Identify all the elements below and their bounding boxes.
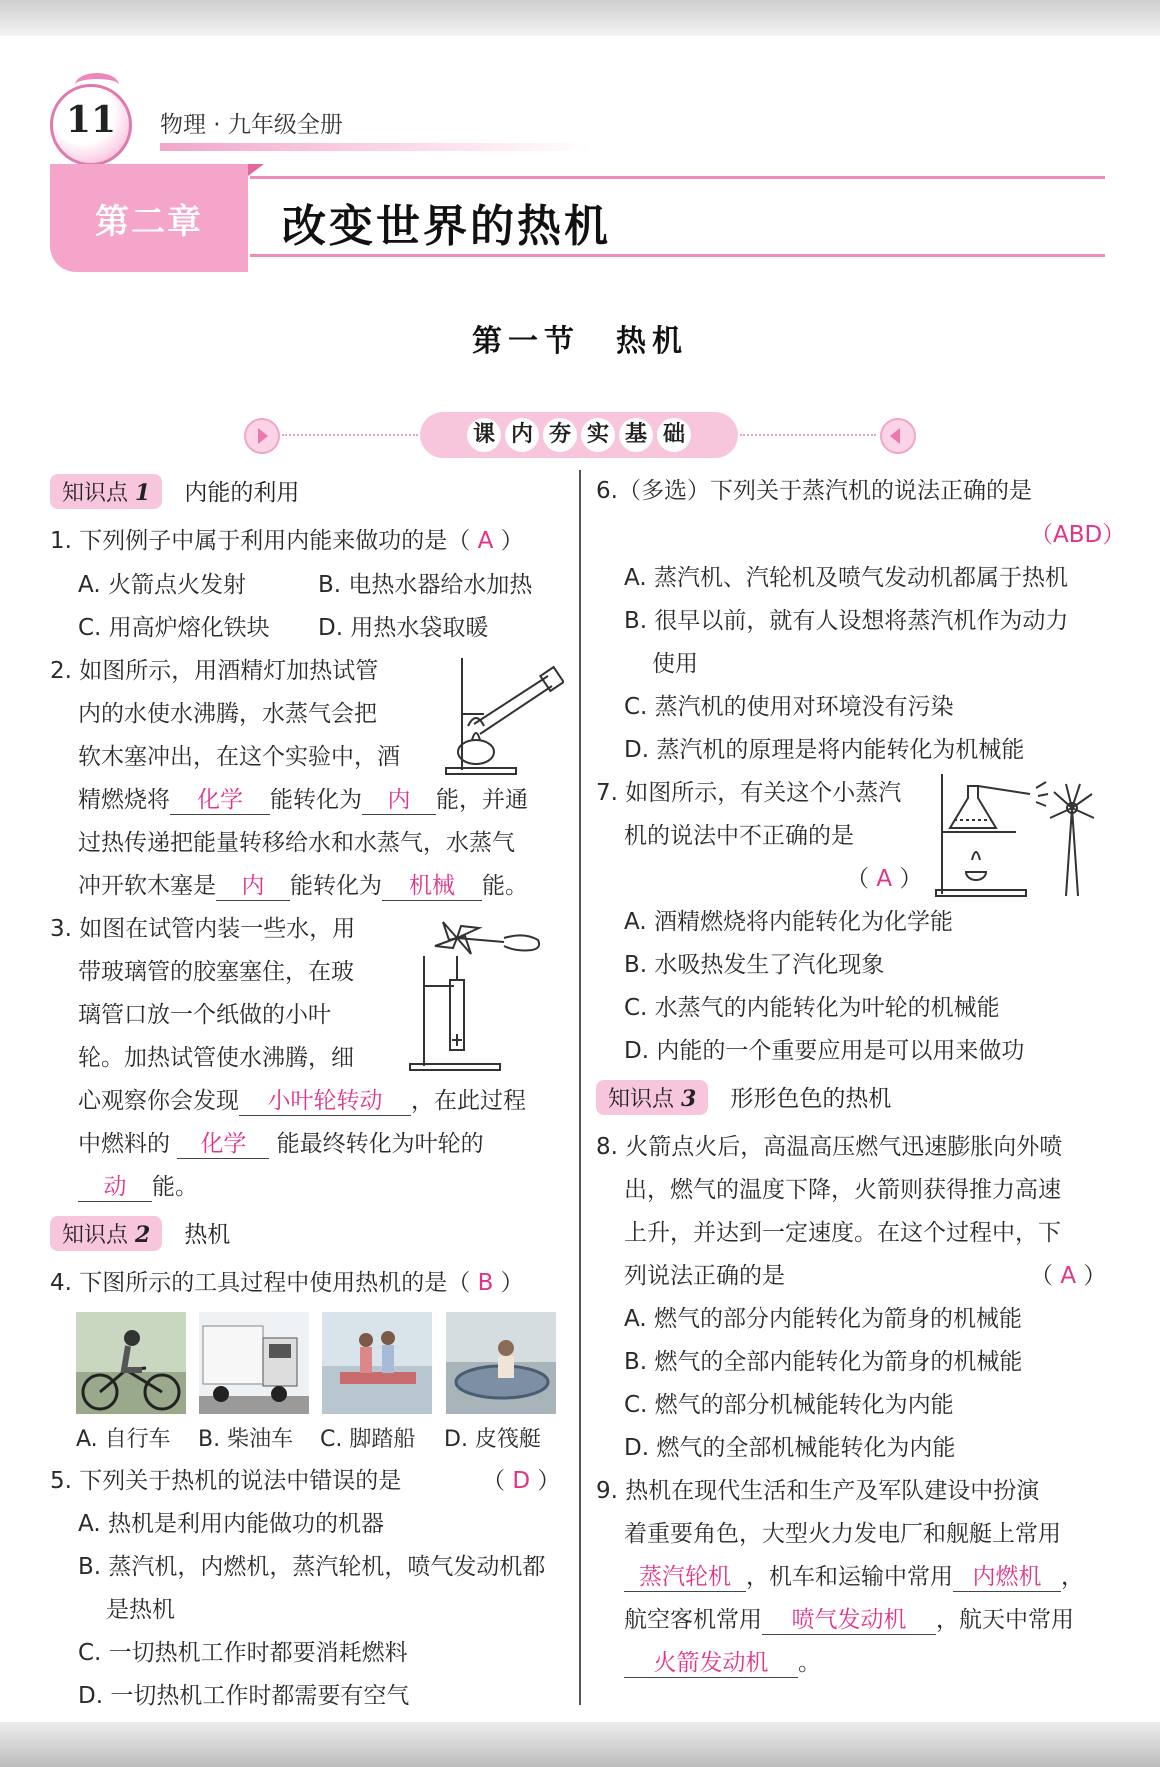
kp-badge: 知识点 2 bbox=[50, 1216, 162, 1251]
q3-line-4: 轮。加热试管使水沸腾，细 bbox=[78, 1045, 354, 1071]
chapter-label-box bbox=[50, 164, 248, 272]
kp-badge: 知识点 3 bbox=[596, 1080, 708, 1115]
section-title: 第一节 热机 bbox=[472, 324, 688, 359]
q6-option-b-line-2: 使用 bbox=[652, 651, 698, 677]
q2-line-4: 精燃烧将 化学 能转化为 内 能，并通 bbox=[78, 781, 528, 815]
banner-char: 课 bbox=[467, 418, 501, 452]
q5-option-c: C. 一切热机工作时都要消耗燃料 bbox=[78, 1640, 408, 1666]
q6-option-a: A. 蒸汽机、汽轮机及喷气发动机都属于热机 bbox=[624, 565, 1068, 591]
q7-option-a: A. 酒精燃烧将内能转化为化学能 bbox=[624, 909, 953, 935]
q8-option-c: C. 燃气的部分机械能转化为内能 bbox=[624, 1392, 954, 1418]
q8-option-b: B. 燃气的全部内能转化为箭身的机械能 bbox=[624, 1349, 1023, 1375]
q3-blank-1: 小叶轮转动 bbox=[239, 1082, 411, 1116]
q2-line-5: 过热传递把能量转移给水和水蒸气，水蒸气 bbox=[78, 830, 515, 856]
bicycle-photo bbox=[76, 1312, 186, 1414]
q9-blank-4: 火箭发动机 bbox=[624, 1644, 798, 1678]
banner-dots-left bbox=[282, 434, 418, 436]
q7-option-d: D. 内能的一个重要应用是可以用来做功 bbox=[624, 1038, 1025, 1064]
raft-photo bbox=[446, 1312, 556, 1414]
banner-char: 夯 bbox=[543, 418, 577, 452]
q8-option-a: A. 燃气的部分内能转化为箭身的机械能 bbox=[624, 1306, 1022, 1332]
steam-engine-figure bbox=[932, 768, 1112, 898]
q3-line-1: 3. 如图在试管内装一些水，用 bbox=[50, 916, 356, 942]
q7-answer: A bbox=[876, 866, 893, 892]
q7-line-2: 机的说法中不正确的是 bbox=[624, 823, 854, 849]
q8-line-3: 上升，并达到一定速度。在这个过程中，下 bbox=[624, 1220, 1061, 1246]
q4-caption-b: B. 柴油车 bbox=[198, 1427, 294, 1452]
q7-option-b: B. 水吸热发生了汽化现象 bbox=[624, 952, 885, 978]
q9-line-5: 火箭发动机 。 bbox=[624, 1644, 821, 1678]
q4-caption-a: A. 自行车 bbox=[76, 1427, 171, 1452]
q3-blank-2: 化学 bbox=[177, 1125, 269, 1159]
q2-blank-3: 内 bbox=[216, 867, 290, 901]
banner-dots-right bbox=[740, 434, 876, 436]
q9-blank-3: 喷气发动机 bbox=[762, 1601, 936, 1635]
banner-right-arrow-icon bbox=[244, 418, 280, 454]
q3-line-3: 璃管口放一个纸做的小叶 bbox=[78, 1002, 331, 1028]
top-edge-bar bbox=[0, 0, 1160, 36]
q2-blank-2: 内 bbox=[362, 781, 436, 815]
pedal-boat-photo bbox=[322, 1312, 432, 1414]
q6-answer: （ABD） bbox=[1030, 522, 1126, 548]
q5-stem: 5. 下列关于热机的说法中错误的是 bbox=[50, 1468, 402, 1494]
banner-char: 基 bbox=[619, 418, 653, 452]
q5-option-a: A. 热机是利用内能做功的机器 bbox=[78, 1511, 384, 1537]
q7-option-c: C. 水蒸气的内能转化为叶轮的机械能 bbox=[624, 995, 1000, 1021]
subject-title: 物理 · 九年级全册 bbox=[160, 112, 343, 138]
knowledge-point-3 bbox=[596, 1080, 891, 1115]
q6-option-b-line-1: B. 很早以前，就有人设想将蒸汽机作为动力 bbox=[624, 608, 1069, 634]
q1-option-a: A. 火箭点火发射 bbox=[78, 572, 246, 598]
banner-char: 实 bbox=[581, 418, 615, 452]
q1-option-c: C. 用高炉熔化铁块 bbox=[78, 615, 270, 641]
q7-line-1: 7. 如图所示，有关这个小蒸汽 bbox=[596, 780, 902, 806]
kp-title: 形形色色的热机 bbox=[730, 1086, 892, 1112]
q5-option-d: D. 一切热机工作时都需要有空气 bbox=[78, 1683, 410, 1709]
q2-line-1: 2. 如图所示，用酒精灯加热试管 bbox=[50, 658, 379, 684]
question-1-stem: 1. 下列例子中属于利用内能来做功的是（ A ） bbox=[50, 528, 524, 554]
q7-answer-bracket: （ A ） bbox=[846, 866, 923, 892]
q6-stem: 6.（多选）下列关于蒸汽机的说法正确的是 bbox=[596, 478, 1032, 504]
section-banner bbox=[244, 412, 914, 458]
q6-option-c: C. 蒸汽机的使用对环境没有污染 bbox=[624, 694, 954, 720]
q5-answer: D bbox=[512, 1468, 531, 1494]
q8-answer-bracket: （ A ） bbox=[1030, 1263, 1107, 1289]
q3-line-5: 心观察你会发现 小叶轮转动 ，在此过程 bbox=[78, 1082, 526, 1116]
q3-line-6: 中燃料的 化学 能最终转化为叶轮的 bbox=[78, 1125, 484, 1159]
q4-answer: B bbox=[477, 1270, 494, 1296]
q8-line-2: 出，燃气的温度下降，火箭则获得推力高速 bbox=[624, 1177, 1061, 1203]
q6-option-d: D. 蒸汽机的原理是将内能转化为机械能 bbox=[624, 737, 1025, 763]
chapter-title: 改变世界的热机 bbox=[282, 201, 611, 252]
q9-line-2: 着重要角色，大型火力发电厂和舰艇上常用 bbox=[624, 1521, 1061, 1547]
q9-blank-2: 内燃机 bbox=[953, 1558, 1061, 1592]
q8-option-d: D. 燃气的全部机械能转化为内能 bbox=[624, 1435, 956, 1461]
knowledge-point-2 bbox=[50, 1216, 230, 1251]
q5-answer-bracket: （ D ） bbox=[482, 1468, 561, 1494]
q9-line-3: 蒸汽轮机 ，机车和运输中常用 内燃机 ， bbox=[624, 1558, 1084, 1592]
knowledge-point-1 bbox=[50, 474, 299, 509]
q2-line-2: 内的水使水沸腾，水蒸气会把 bbox=[78, 701, 377, 727]
page-number: 11 bbox=[65, 99, 117, 141]
page-number-badge bbox=[50, 84, 132, 166]
pinwheel-test-tube-figure bbox=[404, 916, 564, 1076]
alcohol-lamp-test-tube-figure bbox=[444, 654, 564, 776]
chapter-label: 第二章 bbox=[95, 202, 203, 242]
bottom-edge-bar bbox=[0, 1722, 1160, 1767]
q3-line-2: 带玻璃管的胶塞塞住，在玻 bbox=[78, 959, 354, 985]
q8-answer: A bbox=[1060, 1263, 1077, 1289]
q4-caption-d: D. 皮筏艇 bbox=[444, 1427, 541, 1452]
kp-badge: 知识点 1 bbox=[50, 474, 162, 509]
q8-line-4: 列说法正确的是 bbox=[624, 1263, 785, 1289]
banner-char: 础 bbox=[657, 418, 691, 452]
banner-left-arrow-icon bbox=[880, 418, 916, 454]
q5-option-b-line-1: B. 蒸汽机，内燃机，蒸汽轮机，喷气发动机都 bbox=[78, 1554, 546, 1580]
banner-char: 内 bbox=[505, 418, 539, 452]
q8-line-1: 8. 火箭点火后，高温高压燃气迅速膨胀向外喷 bbox=[596, 1134, 1063, 1160]
q1-answer: A bbox=[477, 528, 494, 554]
q2-line-3: 软木塞冲出，在这个实验中，酒 bbox=[78, 744, 400, 770]
q9-line-4: 航空客机常用 喷气发动机 ，航天中常用 bbox=[624, 1601, 1074, 1635]
subject-underline bbox=[160, 143, 590, 151]
q2-blank-1: 化学 bbox=[170, 781, 270, 815]
q4-photos bbox=[76, 1312, 566, 1416]
q5-option-b-line-2: 是热机 bbox=[106, 1597, 175, 1623]
q1-option-b: B. 电热水器给水加热 bbox=[318, 572, 533, 598]
column-divider bbox=[579, 470, 581, 1705]
q9-blank-1: 蒸汽轮机 bbox=[624, 1558, 746, 1592]
q4-stem: 4. 下图所示的工具过程中使用热机的是（ B ） bbox=[50, 1270, 524, 1296]
q3-blank-3: 动 bbox=[78, 1168, 152, 1202]
chapter-rule-bottom bbox=[250, 254, 1105, 257]
kp-title: 内能的利用 bbox=[184, 480, 300, 506]
q2-blank-4: 机械 bbox=[382, 867, 482, 901]
kp-title: 热机 bbox=[184, 1222, 231, 1248]
q9-line-1: 9. 热机在现代生活和生产及军队建设中扮演 bbox=[596, 1478, 1040, 1504]
banner-pill bbox=[420, 412, 738, 458]
diesel-truck-photo bbox=[199, 1312, 309, 1414]
q3-line-7: 动 能。 bbox=[78, 1168, 198, 1202]
q1-option-d: D. 用热水袋取暖 bbox=[318, 615, 489, 641]
q4-caption-c: C. 脚踏船 bbox=[320, 1427, 416, 1452]
chapter-rule-top bbox=[250, 176, 1105, 179]
q2-line-6: 冲开软木塞是 内 能转化为 机械 能。 bbox=[78, 867, 528, 901]
